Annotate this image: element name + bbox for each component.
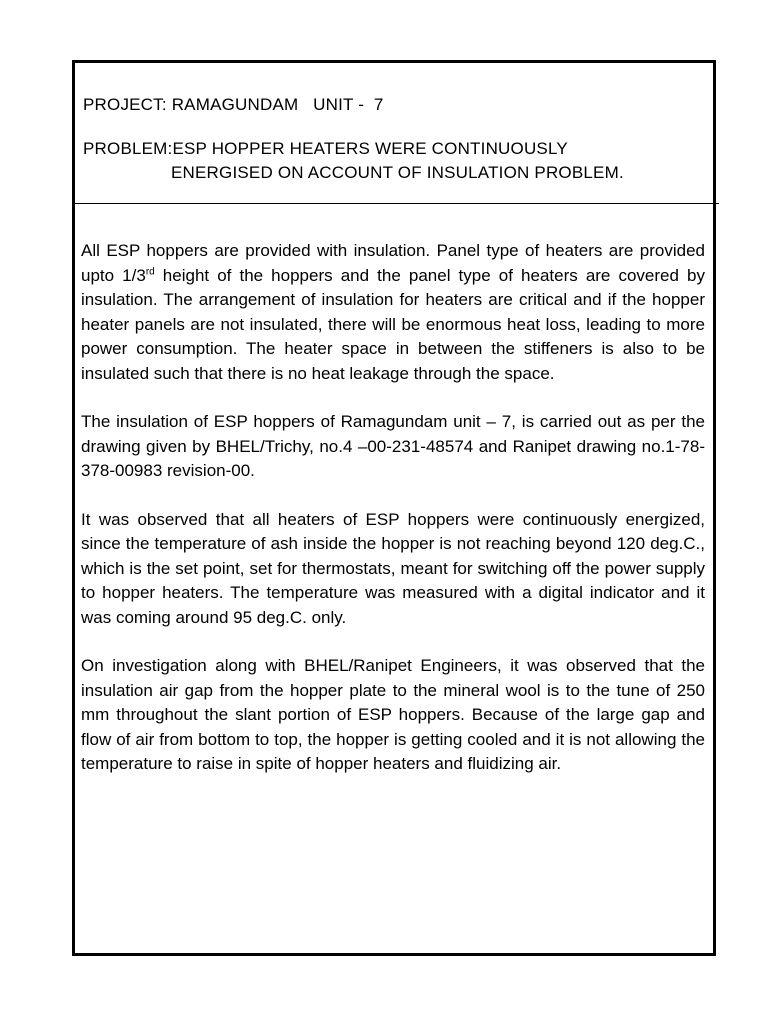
paragraph-drawing-reference: The insulation of ESP hoppers of Ramagundam unit – 7, is carried out as per the drawing given by BHEL/Trichy, no.4 –00-231-48574 and Ranipet drawing no.1-78-378-00983 revision-00. [81,412,705,480]
paragraph-1-text-a: All ESP hoppers are provided with insulation. Panel type of heaters are provided upto 1/3 [81,241,705,285]
paragraph-1-text-b: height of the hoppers and the panel type of heaters are covered by insulation. The arrangement of insulation for heaters are critical and if the hopper heater panels are not insulated, there will be enormous heat loss, leading to more power consumption. The heater space in between the stiffeners is also to be insulated such that there is no heat leakage through the space. [81,265,705,383]
paragraph-observation: It was observed that all heaters of ESP hoppers were continuously energized, since the temperature of ash inside the hopper is not reaching beyond 120 deg.C., which is the set point, set for thermostats, meant for switching off the power supply to hopper heaters. The temperature was measured with a digital indicator and it was coming around 95 deg.C. only. [81,509,705,627]
problem-statement [83,137,705,185]
paragraph-insulation-overview [81,239,705,386]
document-body [81,239,705,801]
problem-line-2: ENERGISED ON ACCOUNT OF INSULATION PROBLEM. [171,163,624,182]
document-page-frame [72,60,716,956]
paragraph-investigation: On investigation along with BHEL/Ranipet Engineers, it was observed that the insulation air gap from the hopper plate to the mineral wool is to the tune of 250 mm throughout the slant portion of ESP hoppers. Because of the large gap and flow of air from bottom to top, the hopper is getting cooled and it is not allowing the temperature to raise in spite of hopper heaters and fluidizing air. [81,656,705,773]
ordinal-superscript: rd [145,265,155,277]
project-title: PROJECT: RAMAGUNDAM UNIT - 7 [83,95,384,114]
header-divider [75,203,719,204]
problem-line-1: PROBLEM:ESP HOPPER HEATERS WERE CONTINUOUSLY [83,139,568,158]
document-header [83,93,705,185]
